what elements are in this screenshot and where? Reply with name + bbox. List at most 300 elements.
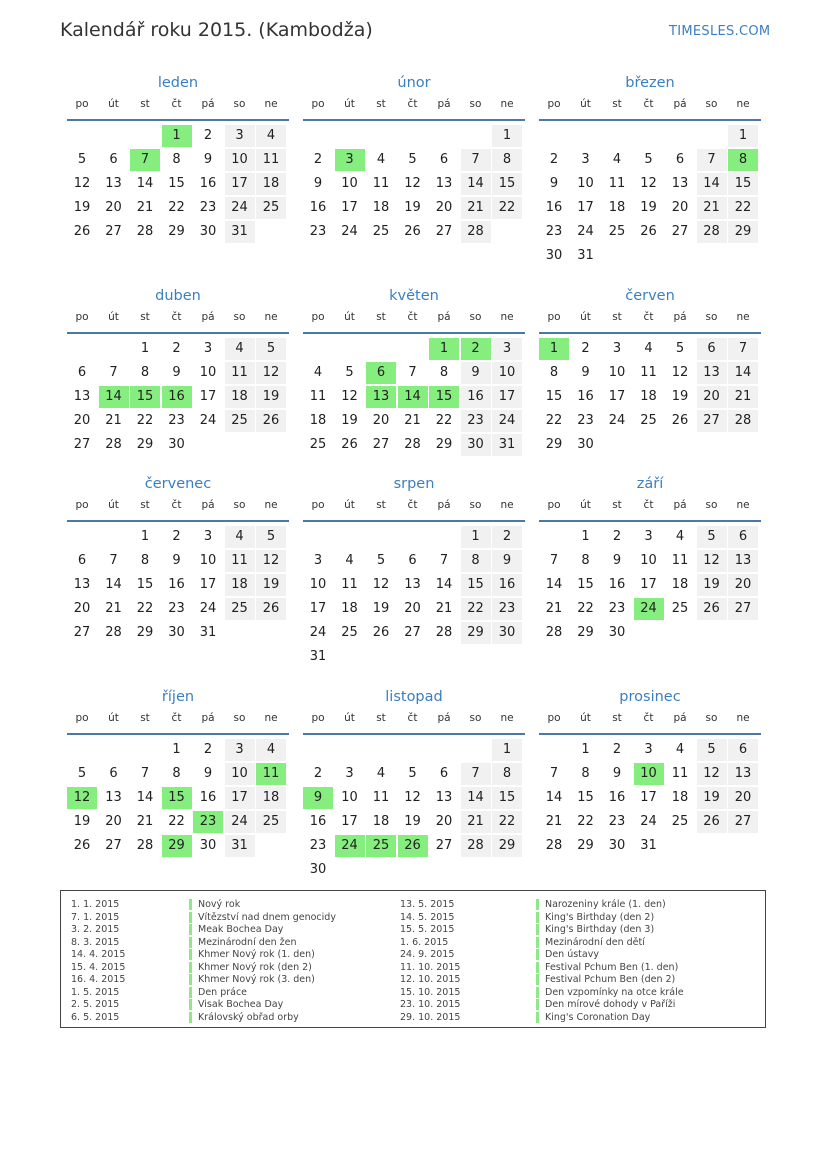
day-cell: 18 <box>309 413 327 428</box>
day-cell: 14 <box>728 362 758 384</box>
day-cell: 27 <box>728 811 758 833</box>
month-title: říjen <box>161 689 195 705</box>
holiday-name: Festival Pchum Ben (den 2) <box>536 974 675 985</box>
day-cell: 15 <box>136 577 154 592</box>
day-cell: 6 <box>728 526 758 548</box>
day-cell: 24 <box>640 814 657 829</box>
day-cell: 26 <box>256 598 286 620</box>
day-cell: 8 <box>581 553 590 568</box>
month-title: srpen <box>393 476 435 492</box>
day-cell: 16 <box>199 790 217 805</box>
holiday-day-cell: 24 <box>335 835 365 857</box>
day-cell: 29 <box>577 838 594 853</box>
day-cell: 16 <box>608 790 626 805</box>
day-cell: 24 <box>492 410 522 432</box>
weekday-header: čt <box>407 712 418 724</box>
day-cell: 21 <box>461 811 491 833</box>
day-cell: 19 <box>404 814 421 829</box>
day-cell: 9 <box>172 553 181 568</box>
day-cell: 5 <box>675 341 685 356</box>
weekday-header: čt <box>643 712 654 724</box>
day-cell: 10 <box>199 365 217 380</box>
day-cell: 26 <box>372 625 390 640</box>
day-cell: 2 <box>172 341 181 356</box>
day-cell: 26 <box>73 838 91 853</box>
day-cell: 5 <box>644 152 653 167</box>
day-cell: 4 <box>612 152 622 167</box>
day-cell: 11 <box>341 577 358 592</box>
weekday-header: čt <box>171 712 182 724</box>
day-cell: 7 <box>461 149 491 171</box>
weekday-header: čt <box>407 98 418 110</box>
day-cell: 4 <box>345 553 354 568</box>
day-cell: 9 <box>203 766 213 781</box>
day-cell: 8 <box>461 550 491 572</box>
day-cell: 16 <box>492 574 522 596</box>
day-cell: 22 <box>461 598 491 620</box>
day-cell: 14 <box>697 173 727 195</box>
day-cell: 23 <box>168 601 185 616</box>
day-cell: 15 <box>577 790 594 805</box>
day-cell: 5 <box>345 365 354 380</box>
weekday-header: út <box>108 311 119 323</box>
weekday-header: pá <box>201 98 215 110</box>
holiday-day-cell: 29 <box>162 835 192 857</box>
holiday-name: Den mírové dohody v Paříži <box>536 999 675 1010</box>
month-divider <box>539 520 761 522</box>
holiday-day-cell: 16 <box>162 386 192 408</box>
day-cell: 25 <box>256 197 286 219</box>
day-cell: 8 <box>140 365 150 380</box>
day-cell: 6 <box>439 766 449 781</box>
day-cell: 19 <box>404 200 421 215</box>
day-cell: 5 <box>256 338 286 360</box>
day-cell: 27 <box>105 224 122 239</box>
holiday-day-cell: 1 <box>162 125 192 147</box>
weekday-header: čt <box>171 311 182 323</box>
holiday-day-cell: 15 <box>162 787 192 809</box>
day-cell: 26 <box>404 224 421 239</box>
day-cell: 30 <box>199 224 217 239</box>
holiday-name: Nový rok <box>189 899 240 910</box>
month-title: červenec <box>144 476 212 492</box>
weekday-header: so <box>705 311 718 323</box>
holiday-date: 1. 5. 2015 <box>71 986 120 998</box>
day-cell: 4 <box>376 152 386 167</box>
weekday-header: út <box>344 98 355 110</box>
day-cell: 20 <box>435 200 453 215</box>
day-cell: 19 <box>671 389 689 404</box>
day-cell: 22 <box>136 413 154 428</box>
day-cell: 17 <box>199 577 217 592</box>
day-cell: 19 <box>73 200 91 215</box>
holiday-date: 7. 1. 2015 <box>71 911 120 923</box>
day-cell: 6 <box>697 338 727 360</box>
day-cell: 26 <box>256 410 286 432</box>
weekday-header: st <box>376 311 386 323</box>
weekday-header: po <box>75 311 89 323</box>
weekday-header: st <box>140 311 150 323</box>
weekday-header: po <box>547 712 561 724</box>
weekday-header: ne <box>500 311 514 323</box>
day-cell: 29 <box>728 221 758 243</box>
day-cell: 18 <box>640 389 657 404</box>
day-cell: 17 <box>199 389 217 404</box>
day-cell: 18 <box>372 814 390 829</box>
day-cell: 8 <box>581 766 590 781</box>
day-cell: 4 <box>225 338 255 360</box>
day-cell: 21 <box>136 814 154 829</box>
month-divider <box>303 119 525 121</box>
page-title: Kalendář roku 2015. (Kambodža) <box>60 19 373 41</box>
day-cell: 22 <box>435 413 453 428</box>
weekday-header: ne <box>264 499 278 511</box>
day-cell: 31 <box>577 248 594 263</box>
day-cell: 6 <box>439 152 449 167</box>
day-cell: 7 <box>549 553 559 568</box>
day-cell: 13 <box>728 550 758 572</box>
day-cell: 19 <box>640 200 657 215</box>
day-cell: 24 <box>225 197 255 219</box>
weekday-header: st <box>612 499 622 511</box>
day-cell: 18 <box>341 601 358 616</box>
day-cell: 27 <box>697 410 727 432</box>
weekday-header: ne <box>736 712 750 724</box>
day-cell: 16 <box>461 386 491 408</box>
day-cell: 16 <box>577 389 594 404</box>
day-cell: 26 <box>341 437 358 452</box>
day-cell: 13 <box>105 176 122 191</box>
holiday-name: Khmer Nový rok (1. den) <box>189 949 315 960</box>
day-cell: 27 <box>728 598 758 620</box>
day-cell: 26 <box>73 224 91 239</box>
holiday-day-cell: 8 <box>728 149 758 171</box>
holiday-day-cell: 7 <box>130 149 160 171</box>
day-cell: 20 <box>671 200 689 215</box>
day-cell: 2 <box>203 742 213 757</box>
day-cell: 10 <box>225 763 255 785</box>
day-cell: 5 <box>697 526 727 548</box>
day-cell: 3 <box>345 766 354 781</box>
day-cell: 16 <box>608 577 626 592</box>
weekday-header: ne <box>736 311 750 323</box>
weekday-header: st <box>612 98 622 110</box>
day-cell: 7 <box>728 338 758 360</box>
day-cell: 7 <box>697 149 727 171</box>
day-cell: 12 <box>256 550 286 572</box>
day-cell: 20 <box>404 601 421 616</box>
day-cell: 4 <box>675 529 685 544</box>
holiday-date: 6. 5. 2015 <box>71 1011 120 1023</box>
holiday-date: 24. 9. 2015 <box>400 949 455 960</box>
holiday-day-cell: 1 <box>539 338 569 360</box>
day-cell: 20 <box>73 601 91 616</box>
day-cell: 9 <box>549 176 559 191</box>
day-cell: 7 <box>549 766 559 781</box>
day-cell: 30 <box>545 248 563 263</box>
day-cell: 19 <box>256 386 286 408</box>
holiday-date: 13. 5. 2015 <box>400 899 455 910</box>
day-cell: 26 <box>640 224 657 239</box>
month-title: červen <box>625 288 675 304</box>
weekday-header: pá <box>437 98 451 110</box>
holiday-day-cell: 26 <box>398 835 428 857</box>
day-cell: 3 <box>203 341 213 356</box>
day-cell: 28 <box>461 835 491 857</box>
day-cell: 3 <box>644 529 653 544</box>
weekday-header: pá <box>673 499 687 511</box>
day-cell: 31 <box>225 835 255 857</box>
holiday-date: 8. 3. 2015 <box>71 936 120 948</box>
day-cell: 4 <box>256 125 286 147</box>
month-title: květen <box>389 288 439 304</box>
month-divider <box>67 332 289 334</box>
holiday-date: 15. 10. 2015 <box>400 986 461 998</box>
holiday-date: 16. 4. 2015 <box>71 974 126 985</box>
day-cell: 9 <box>612 766 622 781</box>
day-cell: 21 <box>136 200 154 215</box>
day-cell: 14 <box>545 577 563 592</box>
day-cell: 13 <box>435 176 453 191</box>
weekday-header: so <box>705 712 718 724</box>
holiday-day-cell: 24 <box>634 598 664 620</box>
day-cell: 30 <box>608 838 626 853</box>
day-cell: 23 <box>461 410 491 432</box>
day-cell: 23 <box>545 224 563 239</box>
day-cell: 21 <box>697 197 727 219</box>
site-brand-link[interactable]: TIMESLES.COM <box>669 24 771 39</box>
weekday-header: ne <box>264 98 278 110</box>
day-cell: 3 <box>644 742 653 757</box>
weekday-header: ne <box>736 98 750 110</box>
day-cell: 10 <box>341 790 358 805</box>
day-cell: 11 <box>640 365 657 380</box>
day-cell: 15 <box>168 176 185 191</box>
day-cell: 7 <box>109 365 118 380</box>
day-cell: 14 <box>136 176 154 191</box>
day-cell: 25 <box>640 413 657 428</box>
day-cell: 27 <box>671 224 689 239</box>
day-cell: 2 <box>172 529 181 544</box>
weekday-header: ne <box>500 712 514 724</box>
holiday-name: Khmer Nový rok (den 2) <box>189 962 312 973</box>
day-cell: 7 <box>408 365 417 380</box>
weekday-header: pá <box>201 499 215 511</box>
holiday-day-cell: 12 <box>67 787 97 809</box>
day-cell: 25 <box>256 811 286 833</box>
weekday-header: st <box>140 712 150 724</box>
day-cell: 29 <box>136 625 154 640</box>
day-cell: 14 <box>105 577 122 592</box>
day-cell: 17 <box>225 173 255 195</box>
weekday-header: ne <box>264 311 278 323</box>
day-cell: 9 <box>461 362 491 384</box>
day-cell: 24 <box>608 413 626 428</box>
day-cell: 10 <box>577 176 594 191</box>
day-cell: 1 <box>140 529 150 544</box>
day-cell: 15 <box>577 577 594 592</box>
day-cell: 20 <box>105 814 122 829</box>
day-cell: 11 <box>671 766 689 781</box>
day-cell: 10 <box>225 149 255 171</box>
day-cell: 18 <box>671 790 689 805</box>
day-cell: 22 <box>577 814 594 829</box>
day-cell: 3 <box>612 341 622 356</box>
day-cell: 10 <box>309 577 327 592</box>
day-cell: 9 <box>203 152 213 167</box>
weekday-header: pá <box>673 98 687 110</box>
day-cell: 11 <box>671 553 689 568</box>
day-cell: 28 <box>136 838 154 853</box>
day-cell: 20 <box>728 787 758 809</box>
day-cell: 8 <box>492 149 522 171</box>
day-cell: 17 <box>492 386 522 408</box>
day-cell: 28 <box>404 437 421 452</box>
weekday-header: pá <box>437 311 451 323</box>
day-cell: 24 <box>225 811 255 833</box>
day-cell: 8 <box>172 766 181 781</box>
holiday-date: 3. 2. 2015 <box>71 924 120 935</box>
day-cell: 25 <box>671 601 689 616</box>
day-cell: 21 <box>461 197 491 219</box>
day-cell: 13 <box>697 362 727 384</box>
month-divider <box>67 119 289 121</box>
day-cell: 16 <box>168 577 185 592</box>
day-cell: 1 <box>140 341 150 356</box>
day-cell: 23 <box>492 598 522 620</box>
day-cell: 29 <box>492 835 522 857</box>
holiday-date: 1. 6. 2015 <box>400 936 449 948</box>
day-cell: 29 <box>461 622 491 644</box>
day-cell: 22 <box>492 811 522 833</box>
day-cell: 24 <box>199 413 217 428</box>
day-cell: 21 <box>435 601 453 616</box>
day-cell: 13 <box>671 176 689 191</box>
day-cell: 14 <box>136 790 154 805</box>
day-cell: 17 <box>640 790 657 805</box>
weekday-header: pá <box>437 499 451 511</box>
day-cell: 23 <box>608 601 626 616</box>
day-cell: 11 <box>309 389 327 404</box>
day-cell: 8 <box>439 365 449 380</box>
day-cell: 15 <box>492 787 522 809</box>
day-cell: 8 <box>549 365 559 380</box>
day-cell: 28 <box>545 838 563 853</box>
weekday-header: út <box>108 712 119 724</box>
day-cell: 15 <box>545 389 563 404</box>
day-cell: 12 <box>73 176 91 191</box>
day-cell: 27 <box>435 838 453 853</box>
weekday-header: čt <box>643 311 654 323</box>
day-cell: 2 <box>581 341 590 356</box>
day-cell: 17 <box>640 577 657 592</box>
weekday-header: čt <box>407 499 418 511</box>
day-cell: 23 <box>199 200 217 215</box>
day-cell: 31 <box>309 649 327 664</box>
day-cell: 9 <box>313 176 323 191</box>
holiday-name: King's Birthday (den 2) <box>536 912 654 923</box>
holiday-date: 29. 10. 2015 <box>400 1011 461 1023</box>
month-title: září <box>636 476 664 492</box>
day-cell: 27 <box>73 437 91 452</box>
weekday-header: st <box>612 311 622 323</box>
weekday-header: út <box>580 712 591 724</box>
day-cell: 21 <box>105 413 122 428</box>
weekday-header: so <box>233 712 246 724</box>
day-cell: 2 <box>313 766 323 781</box>
day-cell: 7 <box>439 553 449 568</box>
weekday-header: so <box>233 311 246 323</box>
day-cell: 12 <box>256 362 286 384</box>
day-cell: 13 <box>73 577 91 592</box>
holiday-day-cell: 11 <box>256 763 286 785</box>
month-title: únor <box>397 75 431 91</box>
day-cell: 12 <box>341 389 358 404</box>
day-cell: 14 <box>461 173 491 195</box>
weekday-header: út <box>344 311 355 323</box>
day-cell: 10 <box>199 553 217 568</box>
day-cell: 21 <box>545 814 563 829</box>
month-divider <box>67 520 289 522</box>
holiday-day-cell: 9 <box>303 787 333 809</box>
day-cell: 28 <box>697 221 727 243</box>
month-title: březen <box>625 75 675 91</box>
weekday-header: út <box>108 98 119 110</box>
day-cell: 9 <box>581 365 590 380</box>
day-cell: 6 <box>109 766 118 781</box>
day-cell: 30 <box>168 625 185 640</box>
day-cell: 4 <box>313 365 323 380</box>
holiday-name: King's Birthday (den 3) <box>536 924 654 935</box>
day-cell: 6 <box>675 152 685 167</box>
day-cell: 18 <box>225 574 255 596</box>
weekday-header: pá <box>673 712 687 724</box>
weekday-header: čt <box>171 98 182 110</box>
day-cell: 8 <box>140 553 150 568</box>
day-cell: 1 <box>492 125 522 147</box>
day-cell: 11 <box>608 176 626 191</box>
day-cell: 7 <box>461 763 491 785</box>
holiday-day-cell: 14 <box>99 386 129 408</box>
day-cell: 25 <box>372 224 390 239</box>
day-cell: 22 <box>168 200 185 215</box>
weekday-header: so <box>469 712 482 724</box>
day-cell: 4 <box>675 742 685 757</box>
day-cell: 25 <box>225 410 255 432</box>
day-cell: 18 <box>372 200 390 215</box>
day-cell: 10 <box>640 553 657 568</box>
weekday-header: út <box>108 499 119 511</box>
day-cell: 28 <box>461 221 491 243</box>
month-divider <box>303 520 525 522</box>
day-cell: 24 <box>309 625 327 640</box>
day-cell: 29 <box>435 437 453 452</box>
holiday-day-cell: 25 <box>366 835 396 857</box>
day-cell: 28 <box>105 437 122 452</box>
day-cell: 9 <box>172 365 181 380</box>
day-cell: 4 <box>644 341 653 356</box>
month-divider <box>67 733 289 735</box>
holiday-name: Festival Pchum Ben (1. den) <box>536 962 678 973</box>
day-cell: 19 <box>256 574 286 596</box>
day-cell: 31 <box>225 221 255 243</box>
holiday-date: 15. 4. 2015 <box>71 961 126 973</box>
day-cell: 11 <box>225 362 255 384</box>
month-title: prosinec <box>619 689 681 705</box>
day-cell: 5 <box>77 766 87 781</box>
day-cell: 25 <box>309 437 327 452</box>
day-cell: 19 <box>73 814 91 829</box>
